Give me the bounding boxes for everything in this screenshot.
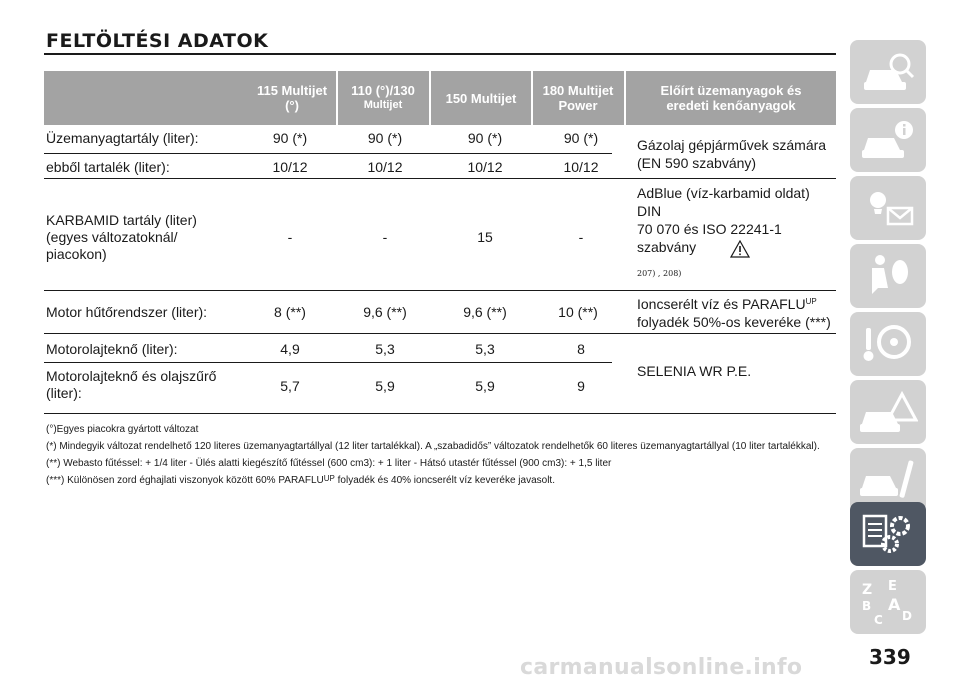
row-divider: [44, 178, 836, 179]
header-text: Multijet: [363, 99, 403, 111]
spec-coolant: [637, 295, 847, 331]
index-icon: [858, 576, 918, 628]
page-number: 339: [869, 645, 911, 669]
cell-value: 5,7: [280, 378, 300, 394]
footnote: (*) Mindegyik változat rendelhető 120 literes üzemanyagtartállyal (12 liter tartalékkal). A „szabadidős” változatok rendelhetők 60 literes üzemanyagtartállyal (10 liter tartalékkal).: [46, 441, 820, 452]
spec-oil: SELENIA WR P.E.: [637, 363, 752, 379]
cell-value: 90 (*): [367, 130, 403, 146]
cell-value: 90 (*): [272, 130, 308, 146]
table-bottom-rule: [44, 413, 836, 414]
cell-value: 15: [477, 229, 493, 245]
page-title: FELTÖLTÉSI ADATOK: [46, 30, 269, 52]
cell-value: 4,9: [280, 341, 300, 357]
cell-value: 10/12: [367, 159, 403, 175]
car-search-icon: [858, 46, 918, 98]
spec-text: szabvány: [637, 239, 697, 255]
superscript: UP: [805, 297, 817, 306]
svg-text:Z: Z: [862, 582, 873, 598]
cell-value: -: [382, 229, 388, 245]
header-110-130-multijet: [338, 71, 428, 125]
cell-value: 8 (**): [274, 304, 306, 320]
header-text: Előírt üzemanyagok és: [660, 83, 802, 98]
svg-text:A: A: [888, 595, 901, 614]
watermark: carmanualsonline.info: [520, 655, 803, 680]
cell-value: 10 (**): [558, 304, 598, 320]
cell-value: 90 (*): [563, 130, 599, 146]
row-label-text: piacokon): [46, 246, 107, 262]
header-fuels-lubricants: [626, 71, 836, 125]
spec-line: [637, 295, 847, 313]
spec-text: Gázolaj gépjárművek számára: [637, 137, 827, 153]
header-text: eredeti kenőanyagok: [666, 98, 796, 113]
cell-value: 5,9: [375, 378, 395, 394]
tab-airbag-seat[interactable]: [850, 244, 926, 308]
row-divider: [44, 362, 612, 363]
cell-value: -: [578, 229, 584, 245]
breakdown-icon: [858, 386, 918, 438]
tab-technical-data[interactable]: [850, 502, 926, 566]
steering-key-icon: [858, 318, 918, 370]
tech-data-icon: [858, 508, 918, 560]
tab-warning-lights[interactable]: [850, 176, 926, 240]
tab-index[interactable]: [850, 570, 926, 634]
row-label-fuel-tank: Üzemanyagtartály (liter):: [46, 130, 199, 146]
tab-car-info[interactable]: [850, 108, 926, 172]
svg-text:B: B: [862, 599, 872, 613]
spec-text: AdBlue (víz-karbamid oldat) DIN: [637, 185, 810, 219]
header-text: 115 Multijet: [256, 83, 328, 98]
footnote: [46, 472, 836, 489]
spec-text: Ioncserélt víz és PARAFLU: [637, 296, 806, 312]
spec-diesel: [637, 136, 837, 172]
row-label-text: (liter):: [46, 385, 82, 401]
superscript: UP: [323, 474, 335, 483]
svg-text:C: C: [874, 613, 883, 627]
cell-value: 9: [577, 378, 585, 394]
svg-text:D: D: [902, 609, 912, 623]
tab-steering-key[interactable]: [850, 312, 926, 376]
header-text: 150 Multijet: [445, 90, 517, 106]
cell-value: 5,9: [475, 378, 495, 394]
note-references: 207) , 208): [637, 269, 682, 278]
row-label-text: KARBAMID tartály (liter): [46, 212, 197, 228]
table-header: [44, 71, 836, 125]
header-text: 180 Multijet: [542, 83, 614, 98]
header-180-multijet-power: [533, 71, 623, 125]
row-label-text: Motorolajteknő és olajszűrő: [46, 368, 217, 384]
header-115-multijet: [249, 71, 335, 125]
cell-value: 8: [577, 341, 585, 357]
cell-value: 10/12: [563, 159, 599, 175]
footnote: (**) Webasto fűtéssel: + 1/4 liter - Ülés alatti kiegészítő fűtéssel (600 cm3): + 1 liter - Hátsó utastér fűtéssel (900 cm3): + 1,5 liter: [46, 458, 612, 469]
row-label-oil-filter: [46, 368, 246, 402]
tab-car-search[interactable]: [850, 40, 926, 104]
header-150-multijet: [431, 71, 531, 125]
warning-triangle-icon: [730, 240, 750, 258]
row-divider: [44, 333, 836, 334]
row-label-coolant: Motor hűtőrendszer (liter):: [46, 304, 208, 320]
row-label-urea-tank: [46, 212, 246, 263]
footnote-text: (***) Különösen zord éghajlati viszonyok között 60% PARAFLU: [46, 475, 324, 486]
footnotes: [46, 421, 836, 489]
footnote: (°)Egyes piacokra gyártott változat: [46, 424, 199, 435]
car-service-icon: [858, 454, 918, 506]
spec-text: folyadék 50%-os keveréke (***): [637, 314, 831, 330]
row-divider: [44, 290, 836, 291]
cell-value: -: [287, 229, 293, 245]
warning-lights-icon: [858, 182, 918, 234]
row-label-reserve: ebből tartalék (liter):: [46, 159, 170, 175]
cell-value: 5,3: [475, 341, 495, 357]
title-rule: [44, 53, 836, 55]
row-label-oil-sump: Motorolajteknő (liter):: [46, 341, 178, 357]
cell-value: 9,6 (**): [463, 304, 507, 320]
svg-text:E: E: [888, 579, 897, 594]
cell-value: 90 (*): [467, 130, 503, 146]
cell-value: 9,6 (**): [363, 304, 407, 320]
cell-value: 10/12: [467, 159, 503, 175]
header-text: (°): [285, 98, 299, 113]
airbag-seat-icon: [858, 250, 918, 302]
row-divider: [44, 153, 612, 154]
header-text: Power: [558, 98, 598, 113]
row-label-text: (egyes változatoknál/: [46, 229, 178, 245]
car-info-icon: [858, 114, 918, 166]
header-text: 110 (°)/130: [351, 83, 415, 98]
spec-text: (EN 590 szabvány): [637, 155, 757, 171]
footnote-text: folyadék és 40% ioncserélt víz keveréke javasolt.: [334, 475, 555, 486]
cell-value: 10/12: [272, 159, 308, 175]
tab-breakdown[interactable]: [850, 380, 926, 444]
cell-value: 5,3: [375, 341, 395, 357]
spec-text: 70 070 és ISO 22241-1: [637, 221, 782, 237]
